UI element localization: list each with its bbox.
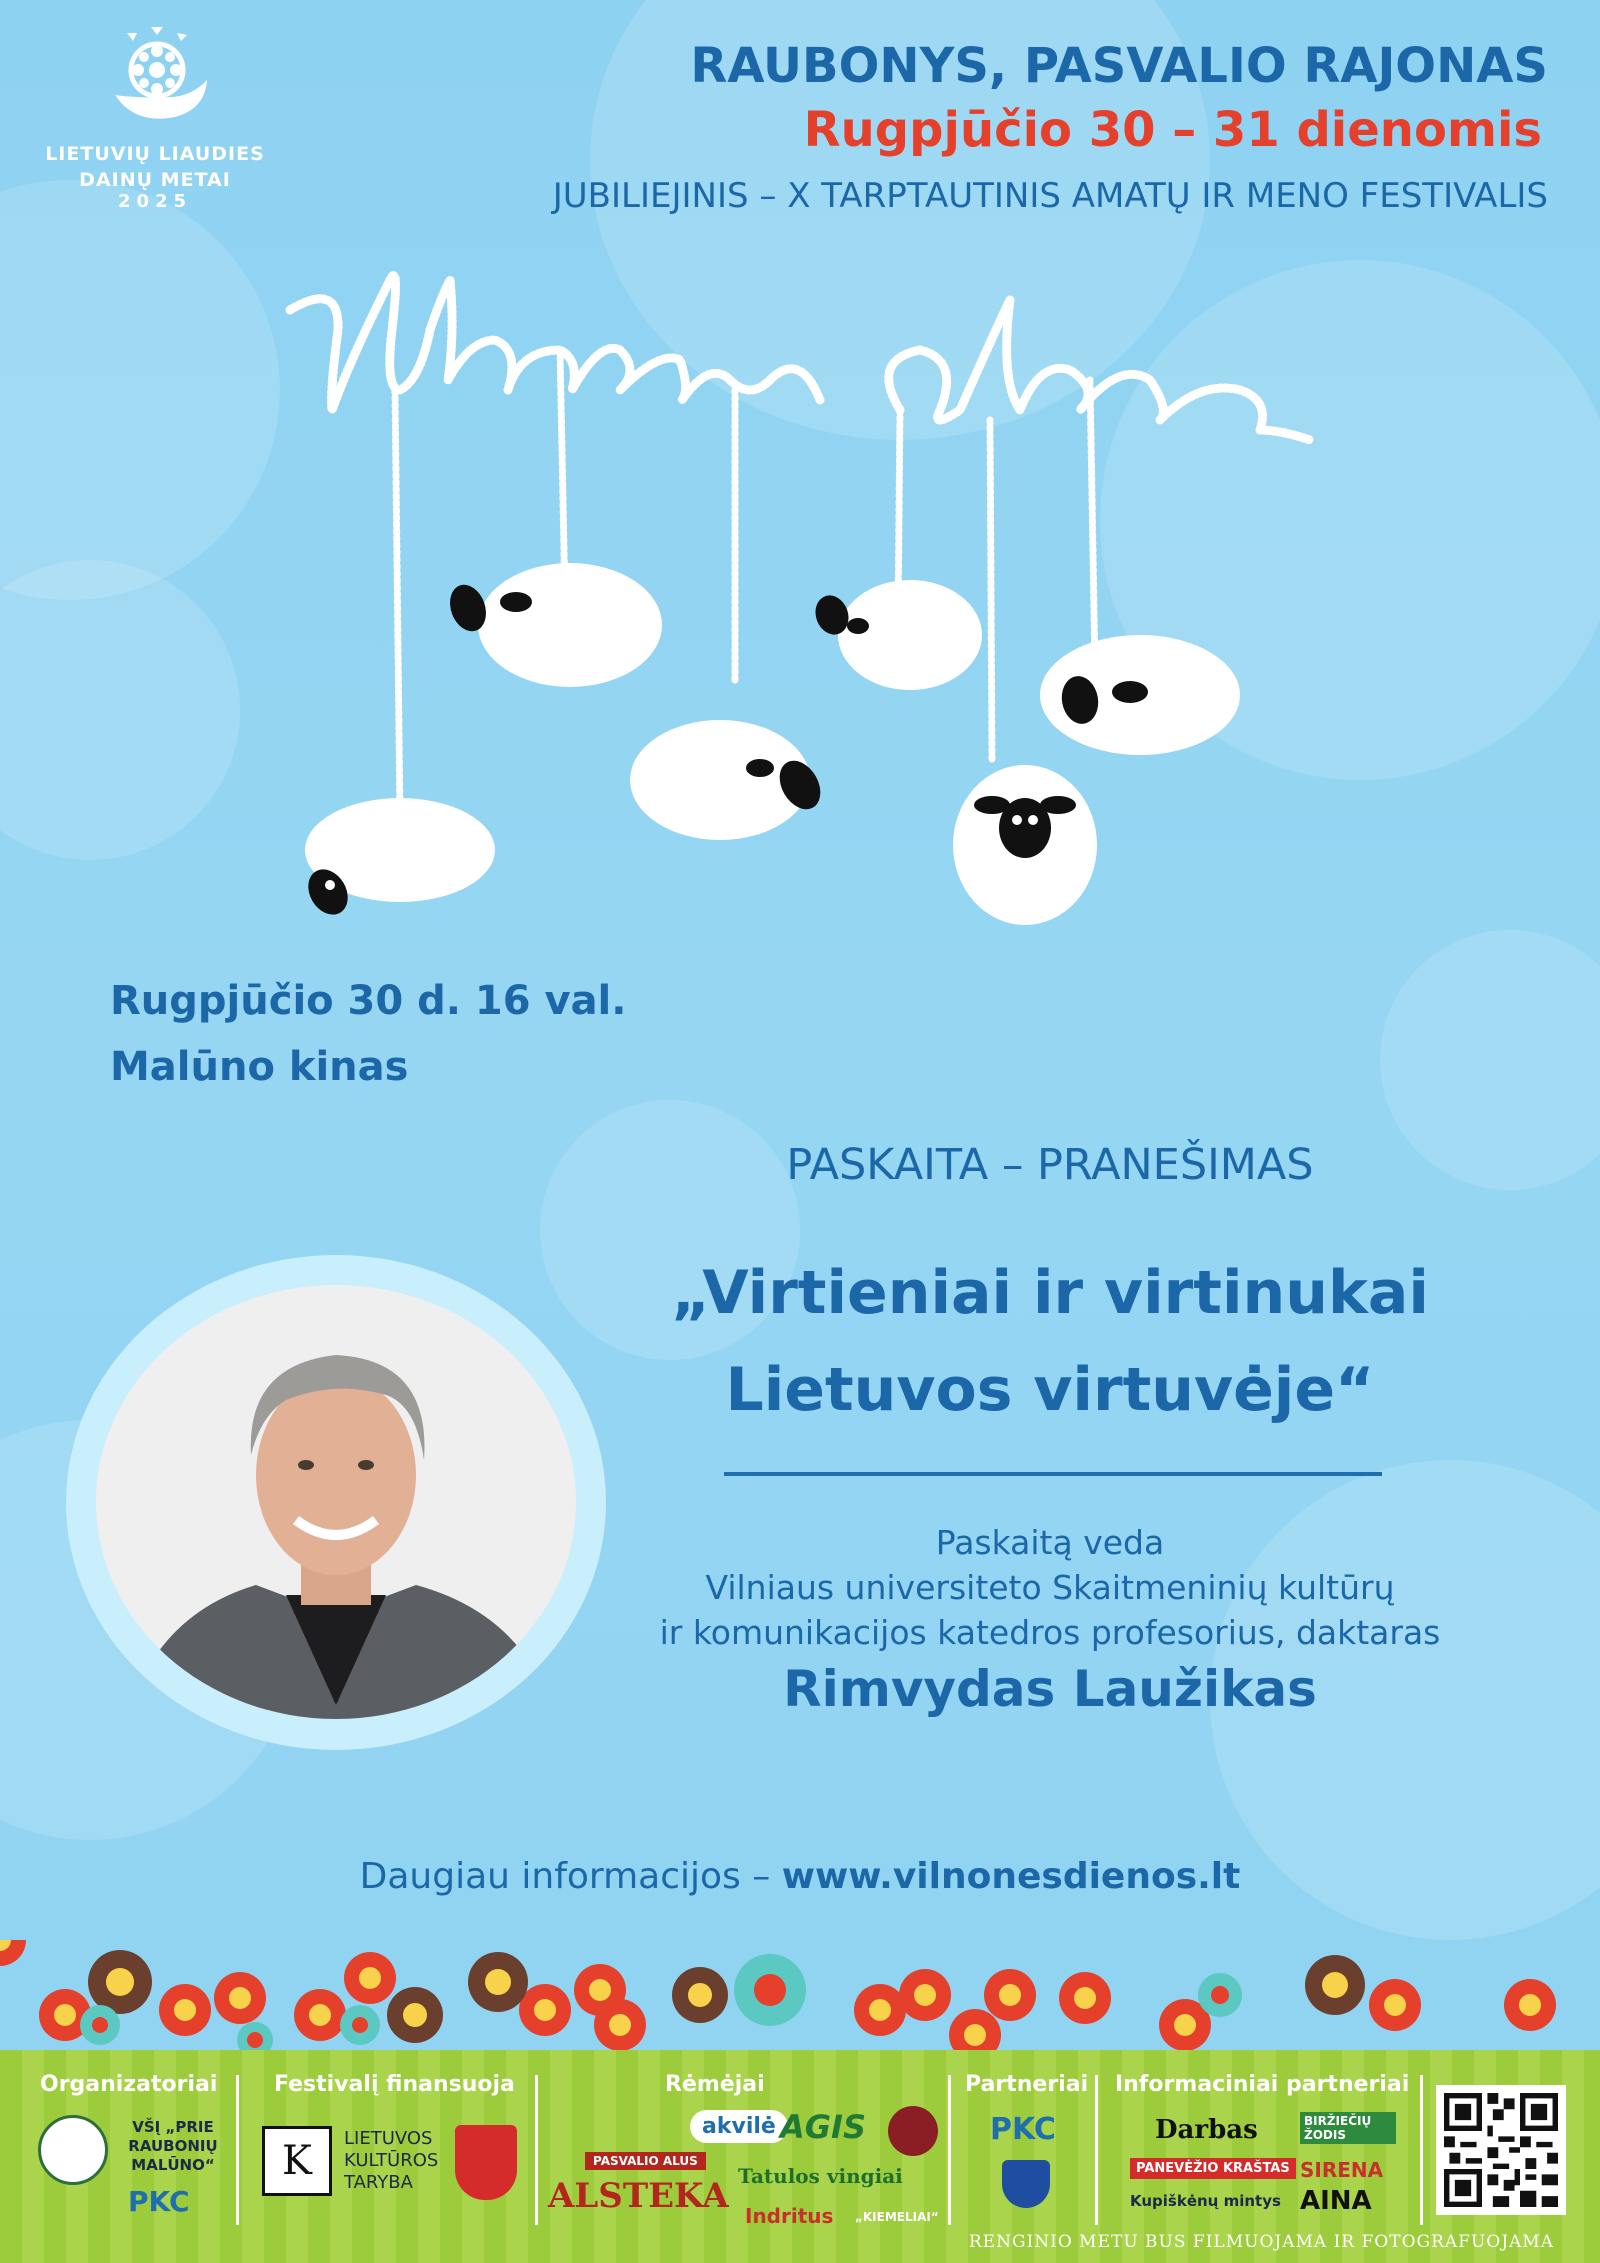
birzieciu-zodis-logo: BIRŽIEČIŲ ŽODIS	[1300, 2112, 1396, 2144]
vilnones-dienos-script-title	[280, 240, 1330, 960]
lecturer-photo	[96, 1285, 576, 1720]
bird-flower-icon	[95, 25, 215, 135]
aina-logo: AINA	[1300, 2186, 1372, 2216]
lecturer-portrait	[66, 1255, 606, 1750]
lecturer-intro: Paskaitą veda	[935, 1523, 1165, 1562]
kupiskenu-mintys-logo: Kupiškėnų mintys	[1130, 2192, 1281, 2210]
council-name	[344, 2128, 438, 2194]
filming-notice: RENGINIO METU BUS FILMUOJAMA IR FOTOGRAFUOJAMA	[968, 2232, 1554, 2252]
lecturer-description	[600, 1520, 1500, 1655]
tatulos-vingiai-logo: Tatulos vingiai	[738, 2164, 903, 2188]
indritus-logo: Indritus	[745, 2204, 834, 2228]
supporters-heading: Rėmėjai	[665, 2072, 765, 2097]
lecture-title	[640, 1245, 1460, 1439]
agis-logo: AGIS	[780, 2108, 866, 2146]
sirena-logo: SIRENA	[1300, 2158, 1384, 2182]
qr-code-icon	[1444, 2093, 1558, 2207]
media-heading: Informaciniai partneriai	[1115, 2072, 1410, 2097]
pasvalio-alus-label: PASVALIO ALUS	[585, 2152, 706, 2170]
event-dates: Rugpjūčio 30 – 31 dienomis	[803, 102, 1542, 158]
pkc-logo: PKC	[128, 2185, 190, 2218]
more-info	[300, 1856, 1300, 1897]
lecturer-name: Rimvydas Laužikas	[783, 1660, 1317, 1718]
event-venue: Malūno kinas	[110, 1044, 409, 1090]
event-datetime-venue	[110, 968, 626, 1100]
council-line2: KULTŪROS	[344, 2150, 439, 2171]
partner-pkc-logo: PKC	[990, 2112, 1056, 2147]
lecturer-affiliation-2: ir komunikacijos katedros profesorius, daktaras	[659, 1613, 1441, 1652]
flower-border	[0, 1940, 1600, 2060]
sheep-icon	[630, 720, 829, 840]
lecture-title-line2: Lietuvos virtuvėje“	[725, 1355, 1375, 1425]
sheep-icon	[810, 580, 982, 690]
event-datetime: Rugpjūčio 30 d. 16 val.	[110, 978, 627, 1024]
sponsor-divider	[948, 2075, 951, 2225]
organizer-name: VŠĮ „PRIE RAUBONIŲ MALŪNO“	[128, 2118, 218, 2174]
festival-name: JUBILIEJINIS – X TARPTAUTINIS AMATŲ IR MENO FESTIVALIS	[552, 176, 1548, 216]
sheep-icon	[444, 563, 662, 687]
lecture-title-line1: „Virtieniai ir virtinukai	[671, 1258, 1429, 1328]
website-link[interactable]: www.vilnonesdienos.lt	[781, 1856, 1241, 1897]
partner-crest-icon	[1002, 2160, 1050, 2208]
sheep-icon	[953, 765, 1097, 925]
logo-line1: LIETUVIŲ LIAUDIES	[45, 143, 265, 165]
more-info-label: Daugiau informacijos –	[359, 1856, 771, 1897]
sponsor-divider	[535, 2075, 538, 2225]
raubonys-crest-logo	[38, 2115, 108, 2185]
song-year-logo	[40, 25, 270, 235]
sheep-icon	[1040, 635, 1240, 755]
pasvalys-crest-icon	[455, 2125, 517, 2200]
event-type: PASKAITA – PRANEŠIMAS	[786, 1140, 1314, 1190]
akvile-logo: akvilė	[690, 2110, 788, 2143]
partners-heading: Partneriai	[965, 2072, 1089, 2097]
supporter-badge-logo	[888, 2106, 938, 2156]
darbas-logo: Darbas	[1155, 2115, 1258, 2145]
flower-icon	[0, 1940, 26, 1966]
alsteka-logo: ALSTEKA	[548, 2176, 729, 2216]
logo-year: 2025	[117, 191, 193, 212]
lecturer-affiliation-1: Vilniaus universiteto Skaitmeninių kultūrų	[705, 1568, 1395, 1607]
event-place: RAUBONYS, PASVALIO RAJONAS	[690, 38, 1548, 94]
sponsor-divider	[236, 2075, 239, 2225]
sponsor-divider	[1420, 2075, 1423, 2225]
logo-line2: DAINŲ METAI	[79, 169, 231, 191]
funding-heading: Festivalį finansuoja	[274, 2072, 515, 2097]
sponsor-divider	[1095, 2075, 1098, 2225]
sheep-icon	[300, 798, 495, 922]
divider-line	[724, 1472, 1382, 1476]
kiemeliai-logo: „KIEMELIAI“	[855, 2210, 939, 2224]
council-k-logo: K	[262, 2126, 332, 2196]
council-line1: LIETUVOS	[344, 2128, 433, 2149]
organizers-heading: Organizatoriai	[40, 2072, 218, 2097]
council-line3: TARYBA	[344, 2172, 413, 2193]
panevezio-krastas-logo: PANEVĖŽIO KRAŠTAS	[1130, 2158, 1296, 2179]
qr-code[interactable]	[1436, 2085, 1566, 2215]
